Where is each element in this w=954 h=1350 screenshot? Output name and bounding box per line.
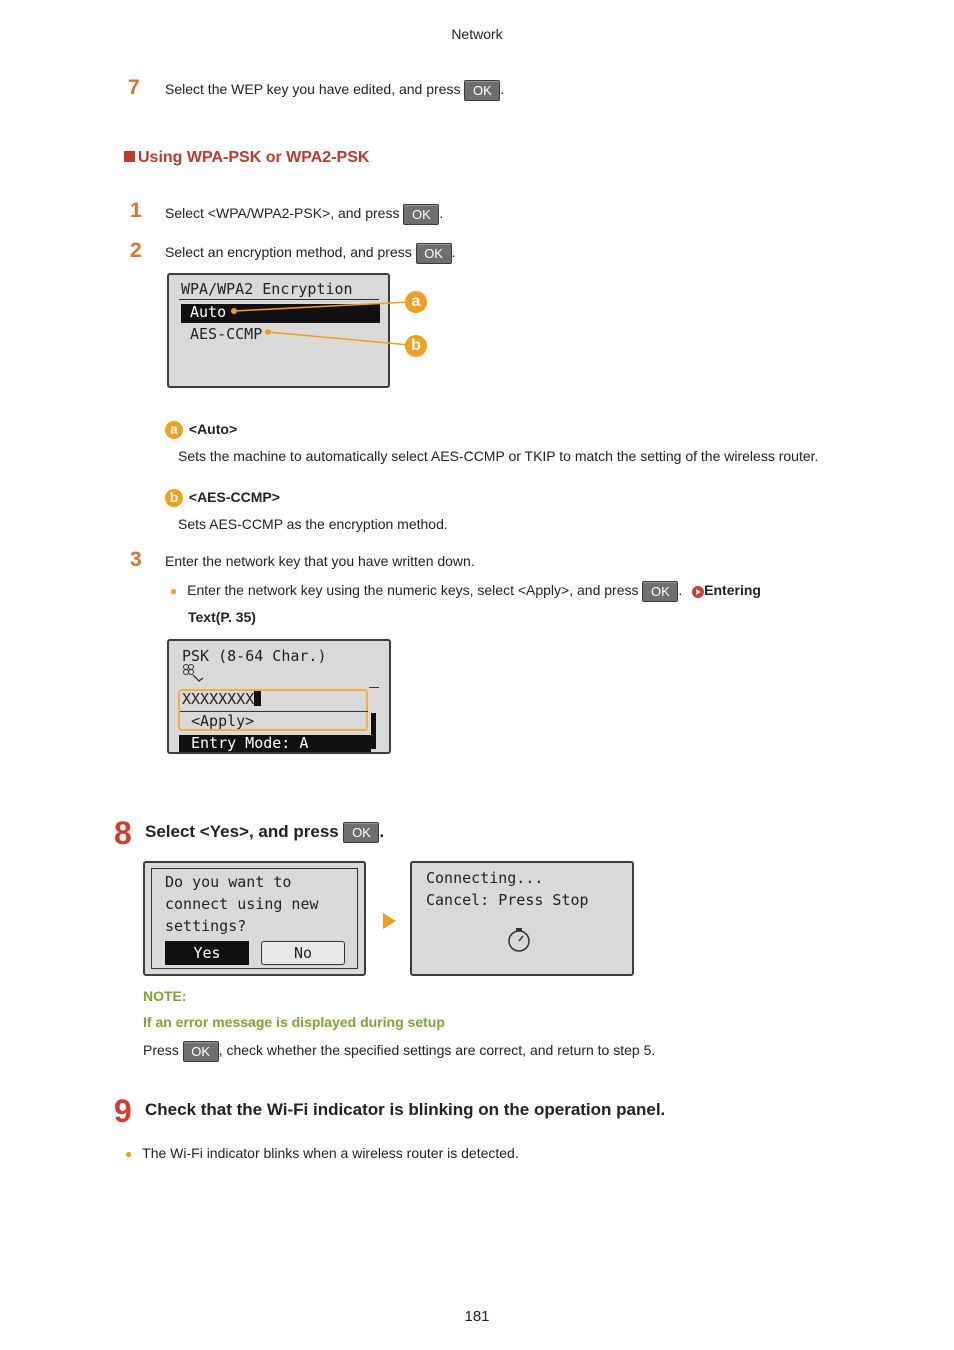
lcd-yes-button: Yes xyxy=(165,941,249,965)
note-body-text: , check whether the specified settings are correct, and return to step 5. xyxy=(218,1042,656,1059)
callout-a-line xyxy=(234,302,410,311)
desc-b-body: Sets AES-CCMP as the encryption method. xyxy=(178,516,448,532)
section-square-icon xyxy=(124,151,135,162)
lcd-encryption-title: WPA/WPA2 Encryption xyxy=(181,280,353,298)
ok-key-icon: OK xyxy=(464,80,500,101)
callout-b-line xyxy=(268,332,410,345)
lcd-psk-mode: Entry Mode: A xyxy=(191,734,309,752)
substep-1-instruction xyxy=(165,204,443,225)
text-cursor-icon xyxy=(254,691,261,706)
substep-3-bullet-text: Enter the network key using the numeric keys, select <Apply>, and press xyxy=(187,582,639,599)
note-press-text: Press xyxy=(143,1042,179,1059)
step-8-instruction xyxy=(145,822,384,843)
step-7-instruction xyxy=(165,80,504,101)
note-body xyxy=(143,1041,655,1062)
page-header: Network xyxy=(451,26,503,42)
ok-key-icon: OK xyxy=(183,1041,219,1062)
lcd-psk-value-text: XXXXXXXX xyxy=(182,690,255,708)
desc-a-body: Sets the machine to automatically select AES-CCMP or TKIP to match the setting of the wireless router. xyxy=(178,448,819,464)
step-7-period: . xyxy=(500,81,505,98)
link-arrow-icon xyxy=(692,586,704,598)
substep-1-period: . xyxy=(439,205,444,222)
desc-b-heading xyxy=(165,489,280,507)
ok-key-icon: OK xyxy=(403,204,439,225)
lcd-confirm-line2: connect using new xyxy=(165,895,319,913)
lcd-psk-screen xyxy=(167,639,391,754)
desc-a-heading xyxy=(165,421,237,439)
lcd-connecting-line2: Cancel: Press Stop xyxy=(426,891,589,909)
step-9-text: Check that the Wi-Fi indicator is blinking on the operation panel. xyxy=(145,1100,666,1119)
substep-1-number: 1 xyxy=(130,199,142,222)
substep-3-number: 3 xyxy=(130,548,142,571)
note-subtitle: If an error message is displayed during setup xyxy=(143,1014,445,1030)
callout-b-badge: b xyxy=(405,335,427,357)
page-number: 181 xyxy=(464,1308,490,1325)
step-9-bullet-text: The Wi-Fi indicator blinks when a wireless router is detected. xyxy=(142,1145,519,1161)
desc-b-title: <AES-CCMP> xyxy=(188,489,280,505)
scrollbar-top xyxy=(369,687,379,688)
ok-key-icon: OK xyxy=(642,581,678,602)
substep-1-text: Select <WPA/WPA2-PSK>, and press xyxy=(165,205,400,222)
substep-2-text: Select an encryption method, and press xyxy=(165,244,412,261)
substep-2-instruction xyxy=(165,243,455,264)
bullet-dot-icon: ● xyxy=(125,1147,133,1161)
step-9-bullet xyxy=(125,1144,519,1163)
lcd-option-aes: AES-CCMP xyxy=(190,325,263,343)
lcd-connecting-line1: Connecting... xyxy=(426,869,544,887)
desc-b-badge: b xyxy=(165,489,183,507)
section-title-text: Using WPA-PSK or WPA2-PSK xyxy=(138,149,370,166)
link-entering-text-page[interactable]: Text(P. 35) xyxy=(188,609,256,625)
lcd-connecting-screen xyxy=(410,861,634,976)
step-8-text: Select <Yes>, and press xyxy=(145,822,339,841)
step-8-number: 8 xyxy=(114,815,132,851)
lcd-confirm-screen xyxy=(143,861,366,976)
lcd-confirm-line1: Do you want to xyxy=(165,873,292,891)
note-label: NOTE: xyxy=(143,988,187,1004)
stopwatch-icon xyxy=(507,927,531,953)
bullet-dot-icon: ● xyxy=(170,584,178,599)
link-entering-text[interactable]: Entering xyxy=(704,582,761,599)
step-7-text: Select the WEP key you have edited, and press xyxy=(165,81,461,98)
step-7-number: 7 xyxy=(128,76,140,99)
desc-a-badge: a xyxy=(165,421,183,439)
ok-key-icon: OK xyxy=(343,822,379,843)
step-8-period: . xyxy=(379,822,385,841)
callout-a-badge: a xyxy=(405,291,427,313)
substep-2-period: . xyxy=(451,244,456,261)
substep-2-number: 2 xyxy=(130,239,142,262)
ok-key-icon: OK xyxy=(416,243,452,264)
substep-3-bullet xyxy=(170,581,761,602)
desc-a-title: <Auto> xyxy=(188,421,238,437)
lcd-psk-title: PSK (8-64 Char.) xyxy=(182,647,327,665)
lcd-confirm-line3: settings? xyxy=(165,917,247,935)
next-arrow-icon xyxy=(383,913,396,929)
step-9-number: 9 xyxy=(114,1093,132,1129)
lcd-psk-apply: <Apply> xyxy=(191,712,255,730)
substep-3-bullet-period: . xyxy=(678,582,683,599)
section-title xyxy=(124,149,369,167)
scrollbar-thumb xyxy=(371,713,376,749)
substep-3-text: Enter the network key that you have written down. xyxy=(165,553,475,569)
lcd-psk-value xyxy=(182,690,261,708)
lcd-option-auto: Auto xyxy=(190,303,227,321)
hand-pointer-icon xyxy=(181,663,207,685)
lcd-no-button: No xyxy=(261,941,345,965)
